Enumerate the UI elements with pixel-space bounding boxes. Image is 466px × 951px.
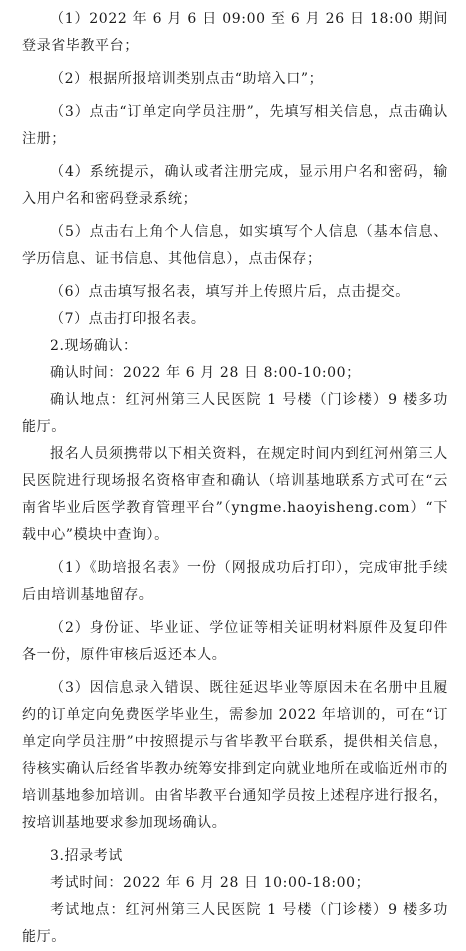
step-4-system-prompt: （4）系统提示，确认或者注册完成，显示用户名和密码，输入用户名和密码登录系统； — [22, 164, 448, 207]
step-7-print-form: （7）点击打印报名表。 — [50, 311, 206, 327]
step-6-fill-form: （6）点击填写报名表，填写并上传照片后，点击提交。 — [50, 284, 410, 300]
exam-time: 考试时间：2022 年 6 月 28 日 10:00-18:00； — [50, 875, 371, 891]
document-body — [22, 6, 448, 951]
material-2-certificates: （2）身份证、毕业证、学位证等相关证明材料原件及复印件各一份，原件审核后返还本人。 — [22, 620, 448, 663]
step-1-login: （1）2022 年 6 月 6 日 09:00 至 6 月 26 日 18:00 期间登录省毕教平台； — [22, 11, 448, 54]
confirmation-location: 确认地点：红河州第三人民医院 1 号楼（门诊楼）9 楼多功能厅。 — [22, 392, 448, 435]
step-2-entry: （2）根据所报培训类别点击“助培入口”； — [50, 71, 324, 87]
material-1-form: （1）《助培报名表》一份（网报成功后打印），完成审批手续后由培训基地留存。 — [22, 560, 448, 603]
confirmation-time: 确认时间：2022 年 6 月 28 日 8:00-10:00； — [50, 365, 361, 381]
exam-location: 考试地点：红河州第三人民医院 1 号楼（门诊楼）9 楼多功能厅。 — [22, 902, 448, 945]
step-5-personal-info: （5）点击右上角个人信息，如实填写个人信息（基本信息、学历信息、证书信息、其他信息），点击保存； — [22, 224, 448, 267]
section-heading-onsite-confirmation: 2.现场确认： — [50, 338, 138, 354]
materials-intro: 报名人员须携带以下相关资料，在规定时间内到红河州第三人民医院进行现场报名资格审查和确认（培训基地联系方式可在“云南省毕业后医学教育管理平台”（yngme.haoyisheng.com）“下载中心”模块中查询）。 — [22, 446, 448, 543]
material-3-special-cases: （3）因信息录入错误、既往延迟毕业等原因未在名册中且履约的订单定向免费医学毕业生，需参加 2022 年培训的，可在“订单定向学员注册”中按照提示与省毕教平台联系，提供相关信息，待核实确认后经省毕教办统筹安排到定向就业地所在或临近州市的培训基地参加培训。由省毕教平台通知学员按上述程序进行报名，按培训基地要求参加现场确认。 — [22, 680, 448, 831]
section-heading-exam: 3.招录考试 — [50, 848, 123, 864]
step-3-register: （3）点击“订单定向学员注册”，先填写相关信息，点击确认注册； — [22, 104, 448, 147]
